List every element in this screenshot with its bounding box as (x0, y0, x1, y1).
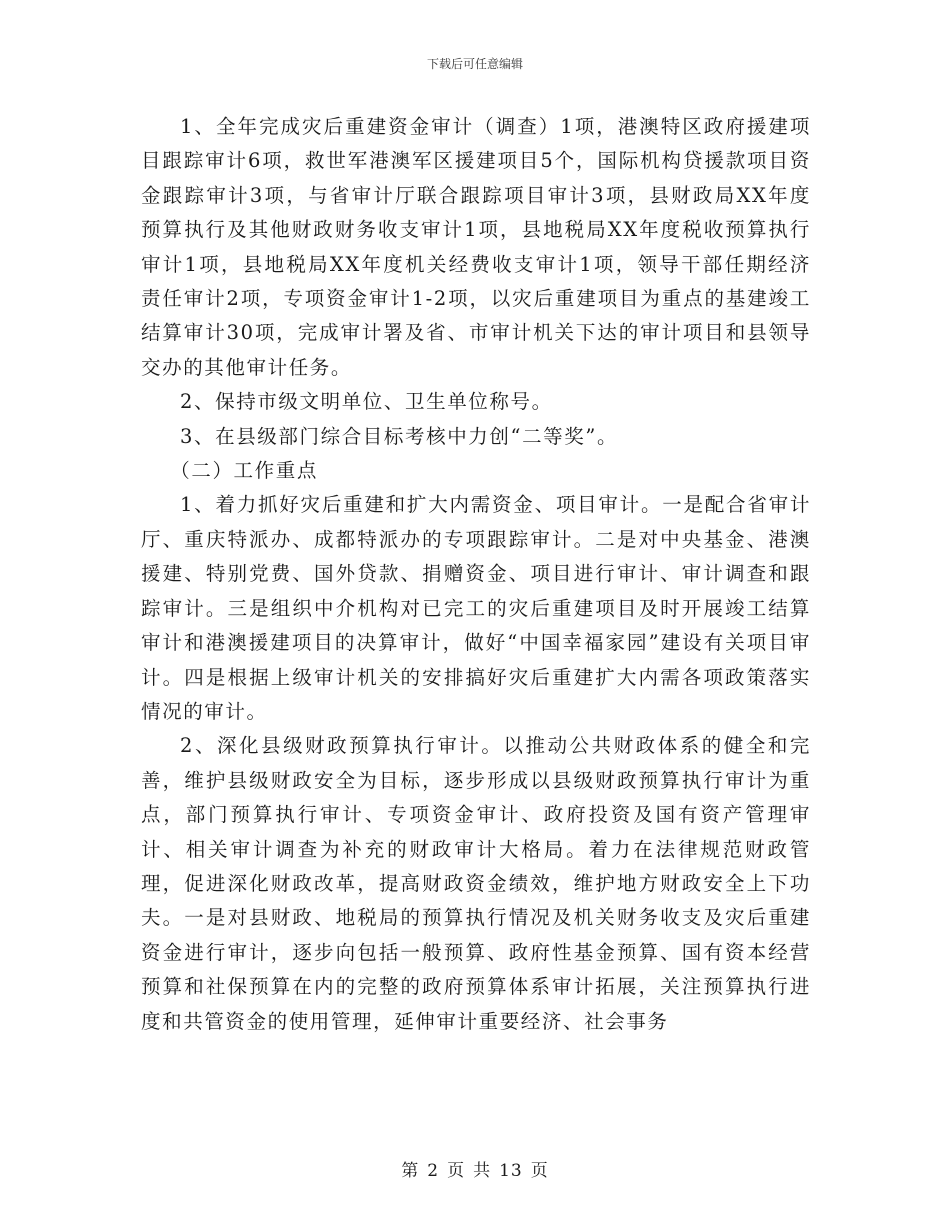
paragraph-reconstruction-audit: 1、着力抓好灾后重建和扩大内需资金、项目审计。一是配合省审计厅、重庆特派办、成都特派办的专项跟踪审计。二是对中央基金、港澳援建、特别党费、国外贷款、捐赠资金、项目进行审计、审计调查和跟踪审计。三是组织中介机构对已完工的灾后重建项目及时开展竣工结算审计和港澳援建项目的决算审计，做好“中国幸福家园”建设有关项目审计。四是根据上级审计机关的安排搞好灾后重建扩大内需各项政策落实情况的审计。 (141, 493, 811, 723)
section-heading-work-focus: （二）工作重点 (170, 459, 318, 483)
paragraph-civilized-unit: 2、保持市级文明单位、卫生单位称号。 (180, 390, 553, 414)
footer-label-ye: 页 (447, 1161, 466, 1181)
footer-label-di: 第 (401, 1161, 420, 1181)
document-body (141, 110, 811, 1039)
page-number-current: 2 (427, 1161, 440, 1181)
page-number-total: 13 (499, 1161, 523, 1181)
page-header: 下载后可任意编辑 (426, 57, 523, 71)
page-footer (0, 1156, 950, 1181)
footer-label-gong: 共 (473, 1161, 492, 1181)
paragraph-budget-audit: 2、深化县级财政预算执行审计。以推动公共财政体系的健全和完善，维护县级财政安全为目标，逐步形成以县级财政预算执行审计为重点，部门预算执行审计、专项资金审计、政府投资及国有资产管理审计、相关审计调查为补充的财政审计大格局。着力在法律规范财政管理，促进深化财政改革，提高财政资金绩效，维护地方财政安全上下功夫。一是对县财政、地税局的预算执行情况及机关财务收支及灾后重建资金进行审计，逐步向包括一般预算、政府性基金预算、国有资本经营预算和社保预算在内的完整的政府预算体系审计拓展，关注预算执行进度和共管资金的使用管理，延伸审计重要经济、社会事务 (141, 734, 811, 1033)
footer-label-ye2: 页 (530, 1161, 549, 1181)
paragraph-annual-targets: 1、全年完成灾后重建资金审计（调查）1项，港澳特区政府援建项目跟踪审计6项，救世军港澳军区援建项目5个，国际机构贷援款项目资金跟踪审计3项，与省审计厅联合跟踪项目审计3项，县财政局XX年度预算执行及其他财政财务收支审计1项，县地税局XX年度税收预算执行审计1项，县地税局XX年度机关经费收支审计1项，领导干部任期经济责任审计2项，专项资金审计1-2项，以灾后重建项目为重点的基建竣工结算审计30项，完成审计署及省、市审计机关下达的审计项目和县领导交办的其他审计任务。 (141, 115, 811, 379)
paragraph-assessment-award: 3、在县级部门综合目标考核中力创“二等奖”。 (180, 424, 619, 448)
